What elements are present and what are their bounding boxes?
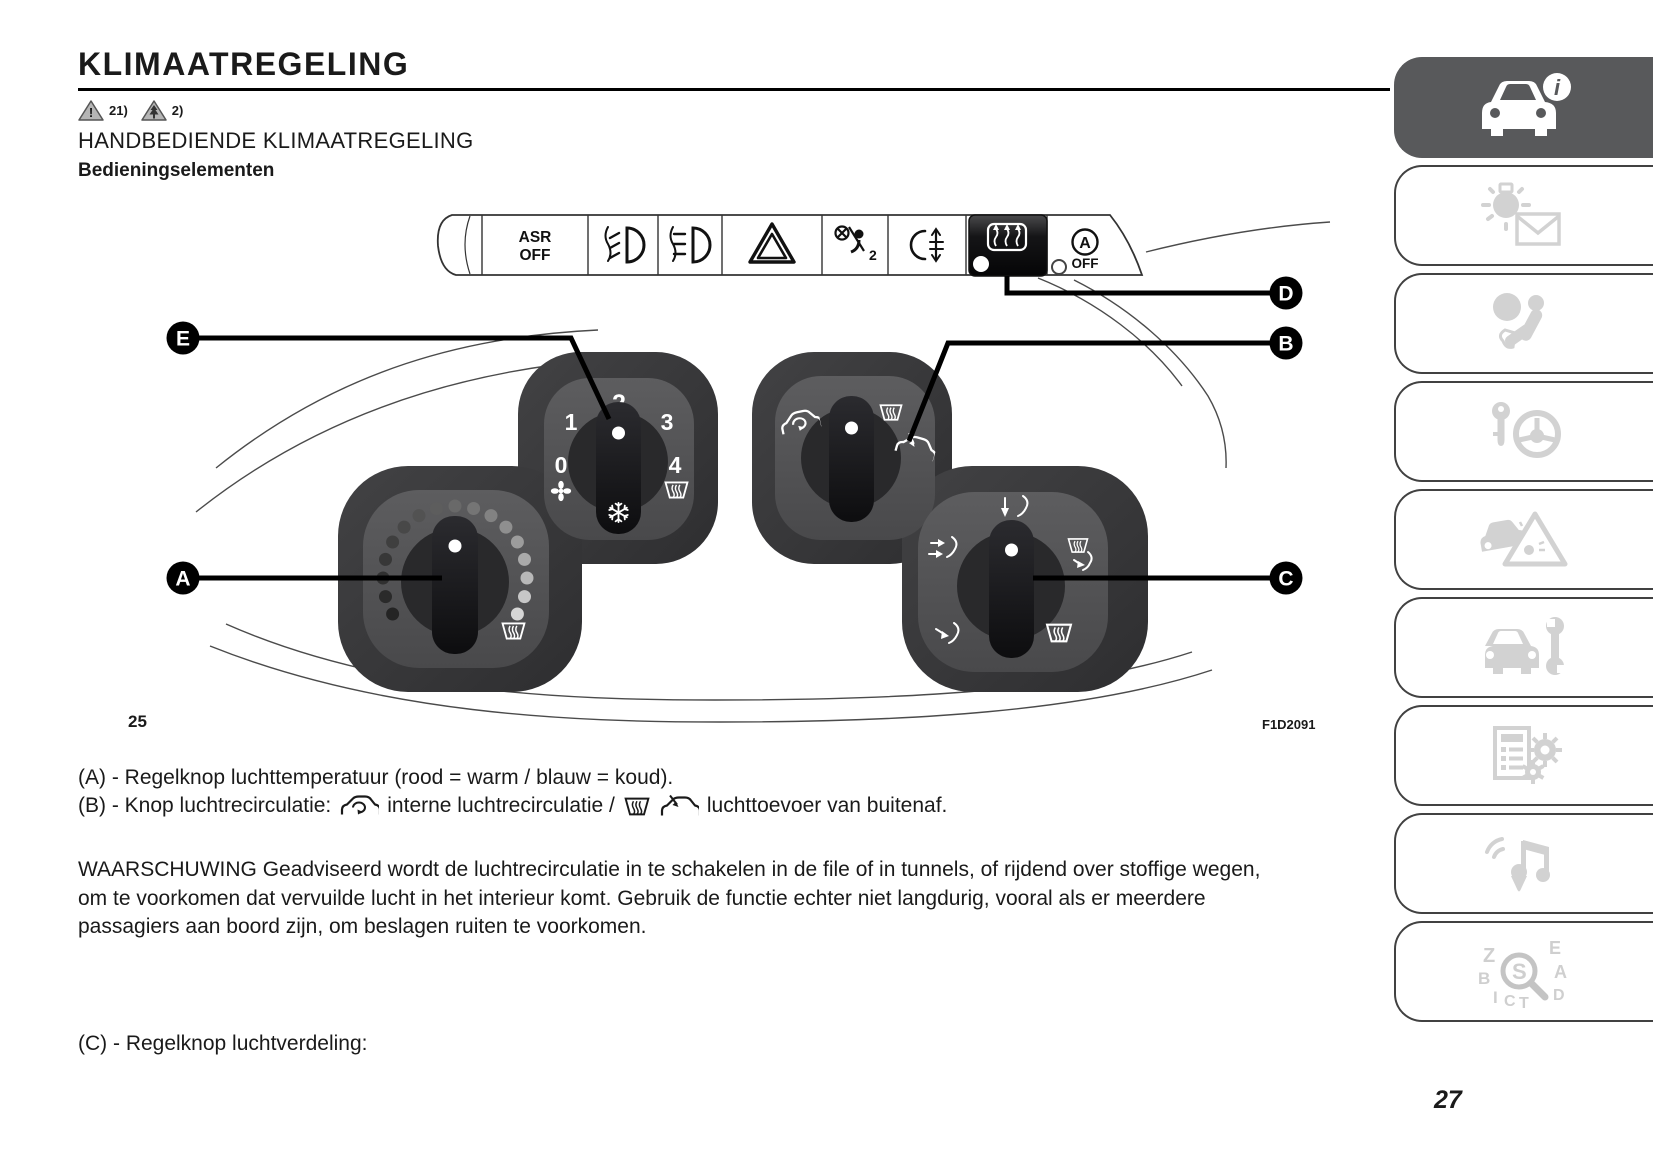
- technical-data-icon: [1473, 718, 1577, 794]
- callout-e: [167, 322, 200, 355]
- index-letter: Z: [1482, 944, 1495, 967]
- callout-c: [1270, 562, 1303, 595]
- outside-air-car-icon: [659, 794, 699, 819]
- index-icon: [1473, 934, 1577, 1010]
- tab-safety[interactable]: [1394, 273, 1653, 374]
- starting-driving-icon: [1473, 394, 1577, 470]
- line-b-mid: interne luchtrecirculatie /: [387, 794, 615, 817]
- tab-warning-lights[interactable]: [1394, 165, 1653, 266]
- recirculation-car-icon: [339, 794, 379, 819]
- tab-maintenance[interactable]: [1394, 597, 1653, 698]
- figure-code: F1D2091: [1262, 717, 1316, 732]
- index-letter: D: [1552, 986, 1565, 1004]
- asr-label-line2: OFF: [519, 247, 551, 264]
- auto-off-button: [1072, 230, 1099, 272]
- description-line-b: [78, 792, 947, 820]
- warning-line-1: WAARSCHUWING Geadviseerd wordt de luchtrecirculatie in te schakelen in de file of in tunnels, of rijdend over stoffige wegen,: [78, 858, 1261, 881]
- index-letter: S: [1511, 958, 1527, 984]
- tab-vehicle-info[interactable]: [1394, 57, 1653, 158]
- dashboard-button-strip: [438, 215, 1142, 276]
- svg-text:C: C: [1278, 567, 1294, 591]
- warning-paragraph: [78, 856, 1260, 942]
- section-tab-sidebar: [1394, 57, 1653, 1029]
- airbag-level-label: 2: [869, 247, 877, 263]
- svg-text:E: E: [175, 327, 191, 351]
- figure-number: 25: [128, 712, 147, 731]
- environment-ref: 2): [171, 103, 184, 118]
- index-letter: E: [1548, 937, 1561, 958]
- fan-pos-4: 4: [668, 452, 682, 478]
- fan-pos-0: 0: [554, 452, 568, 478]
- warning-line-3: passagiers aan boord zijn, om beslagen ruiten te voorkomen.: [78, 915, 647, 938]
- tab-starting-driving[interactable]: [1394, 381, 1653, 482]
- svg-text:i: i: [1553, 74, 1560, 100]
- tab-multimedia[interactable]: [1394, 813, 1653, 914]
- index-letter: A: [1553, 961, 1567, 982]
- asr-label-line1: ASR: [518, 229, 552, 246]
- index-letter: I: [1492, 987, 1498, 1007]
- rear-window-defrost-button: [969, 215, 1047, 276]
- auto-led-indicator: [1052, 260, 1066, 274]
- reference-notes: [78, 99, 183, 122]
- warning-triangle-icon: [78, 99, 104, 122]
- line-b-prefix: (B) - Knop luchtrecirculatie:: [78, 794, 332, 817]
- section-heading: HANDBEDIENDE KLIMAATREGELING: [78, 128, 474, 153]
- auto-letter-label: A: [1079, 235, 1091, 252]
- description-line-c: (C) - Regelknop luchtverdeling:: [78, 1032, 368, 1055]
- warning-ref: 21): [109, 103, 128, 118]
- page-title: KLIMAATREGELING: [78, 46, 410, 82]
- description-line-a: (A) - Regelknop luchttemperatuur (rood = warm / blauw = koud).: [78, 766, 674, 789]
- car-info-icon: [1473, 70, 1577, 146]
- warning-line-2: om te voorkomen dat vervuilde lucht in het interieur komt. Gebruik de functie echter niet langdurig, vooral als er meerdere: [78, 886, 1206, 910]
- callout-b: [1270, 327, 1303, 360]
- callout-d: [1270, 277, 1303, 310]
- emergency-icon: [1473, 502, 1577, 578]
- multimedia-icon: [1473, 826, 1577, 902]
- environment-triangle-icon: [141, 99, 167, 122]
- warning-lights-icon: [1473, 178, 1577, 254]
- svg-text:!: !: [88, 105, 94, 120]
- subsection-heading: Bedieningselementen: [78, 160, 275, 181]
- asr-off-button: [519, 229, 552, 264]
- callout-a: [167, 562, 200, 595]
- svg-text:B: B: [1278, 332, 1294, 356]
- svg-text:A: A: [175, 567, 191, 591]
- fan-pos-3: 3: [660, 409, 674, 435]
- maintenance-icon: [1473, 610, 1577, 686]
- defrost-led-indicator: [973, 256, 989, 272]
- right-control-panel: [752, 352, 1148, 692]
- tab-technical-data[interactable]: [1394, 705, 1653, 806]
- fan-pos-1: 1: [564, 409, 578, 435]
- climate-control-figure: [130, 200, 1360, 745]
- tab-emergency[interactable]: [1394, 489, 1653, 590]
- auto-off-label: OFF: [1071, 256, 1099, 271]
- tab-index[interactable]: [1394, 921, 1653, 1022]
- safety-airbag-icon: [1473, 286, 1577, 362]
- windshield-defrost-icon: [623, 795, 651, 818]
- index-letter: B: [1477, 968, 1490, 988]
- index-letter: C: [1503, 992, 1516, 1010]
- svg-text:D: D: [1278, 282, 1294, 306]
- page-number: 27: [1434, 1086, 1462, 1114]
- index-letter: T: [1518, 994, 1529, 1010]
- title-rule: [78, 88, 1390, 91]
- line-b-suffix: luchttoevoer van buitenaf.: [706, 794, 948, 817]
